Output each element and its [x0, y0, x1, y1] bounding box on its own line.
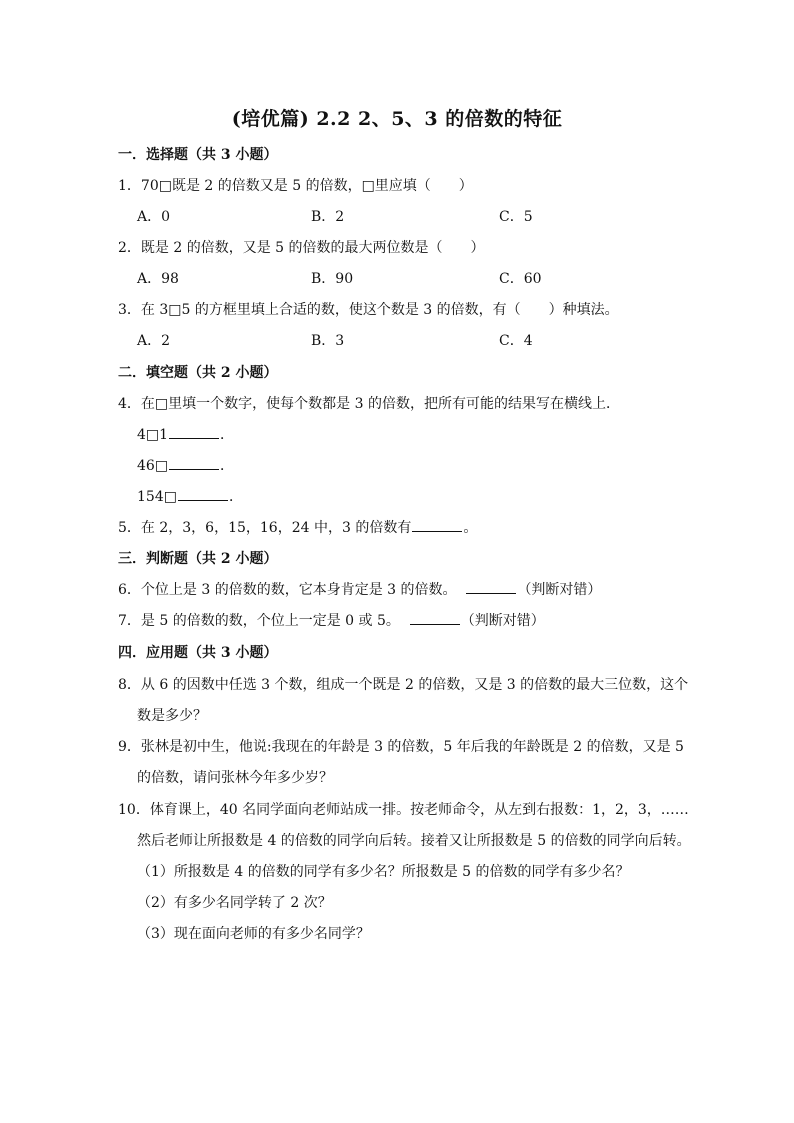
question-6-text: 6．个位上是 3 的倍数的数，它本身肯定是 3 的倍数。: [118, 582, 457, 598]
question-4-item-2: [137, 457, 234, 475]
question-1-option-b: B．2: [311, 209, 345, 225]
section-heading-application: 四．应用题（共 3 小题）: [118, 645, 278, 661]
question-10-line-2: 然后老师让所报数是 4 的倍数的同学向后转。接着又让所报数是 5 的倍数的同学向后转。: [137, 833, 691, 849]
question-7-note: （判断对错）: [460, 613, 545, 629]
answer-blank[interactable]: [169, 426, 219, 439]
question-3-option-b: B．3: [311, 333, 345, 349]
question-10-sub-2: （2）有多少名同学转了 2 次？: [137, 895, 332, 911]
answer-blank[interactable]: [412, 519, 462, 532]
page-title: (培优篇) 2.2 2、5、3 的倍数的特征: [231, 108, 563, 130]
question-1-option-a: A．0: [137, 209, 171, 225]
question-6-note: （判断对错）: [517, 582, 602, 598]
answer-blank[interactable]: [178, 488, 228, 501]
question-3-text: 3．在 3□5 的方框里填上合适的数，使这个数是 3 的倍数，有（ ）种填法。: [118, 302, 619, 318]
section-heading-choice: 一．选择题（共 3 小题）: [118, 147, 278, 163]
question-2-option-b: B．90: [311, 271, 354, 287]
question-4-text: 4．在□里填一个数字，使每个数都是 3 的倍数，把所有可能的结果写在横线上．: [118, 396, 620, 412]
question-4-item-3-label: 154□: [137, 489, 177, 505]
section-heading-judge: 三．判断题（共 2 小题）: [118, 551, 278, 567]
period-mark: ．: [228, 489, 243, 505]
question-7: [118, 612, 545, 630]
answer-blank[interactable]: [410, 612, 460, 625]
question-7-text: 7．是 5 的倍数的数，个位上一定是 0 或 5。: [118, 613, 400, 629]
period-mark: ．: [220, 427, 235, 443]
question-4-item-3: [137, 488, 243, 506]
question-1-option-c: C．5: [499, 209, 533, 225]
question-1-text: 1．70□既是 2 的倍数又是 5 的倍数，□里应填（ ）: [118, 178, 473, 194]
question-5: [118, 519, 477, 537]
question-2-option-c: C．60: [499, 271, 542, 287]
answer-blank[interactable]: [466, 581, 516, 594]
question-3-option-a: A．2: [137, 333, 171, 349]
question-8-line-2: 数是多少？: [137, 708, 207, 724]
period-mark: ．: [220, 458, 235, 474]
question-9-line-1: 9．张林是初中生，他说:我现在的年龄是 3 的倍数，5 年后我的年龄既是 2 的倍数，又是 5: [118, 739, 684, 755]
answer-blank[interactable]: [169, 457, 219, 470]
question-2-text: 2．既是 2 的倍数，又是 5 的倍数的最大两位数是（ ）: [118, 240, 485, 256]
question-4-item-2-label: 46□: [137, 458, 169, 474]
question-5-text: 5．在 2，3，6，15，16，24 中，3 的倍数有: [118, 520, 412, 536]
question-10-line-1: 10．体育课上，40 名同学面向老师站成一排。按老师命令，从左到右报数：1，2，3，……: [118, 802, 689, 818]
question-8-line-1: 8．从 6 的因数中任选 3 个数，组成一个既是 2 的倍数，又是 3 的倍数的最大三位数，这个: [118, 677, 689, 693]
section-heading-fill: 二．填空题（共 2 小题）: [118, 365, 278, 381]
question-3-option-c: C．4: [499, 333, 533, 349]
question-6: [118, 581, 601, 599]
question-10-sub-1: （1）所报数是 4 的倍数的同学有多少名？所报数是 5 的倍数的同学有多少名？: [137, 864, 630, 880]
question-2-option-a: A．98: [137, 271, 179, 287]
question-5-end: 。: [463, 520, 478, 536]
question-4-item-1-label: 4□1: [137, 427, 169, 443]
question-10-sub-3: （3）现在面向老师的有多少名同学？: [137, 926, 370, 942]
question-9-line-2: 的倍数，请问张林今年多少岁？: [137, 770, 333, 786]
question-4-item-1: [137, 426, 234, 444]
